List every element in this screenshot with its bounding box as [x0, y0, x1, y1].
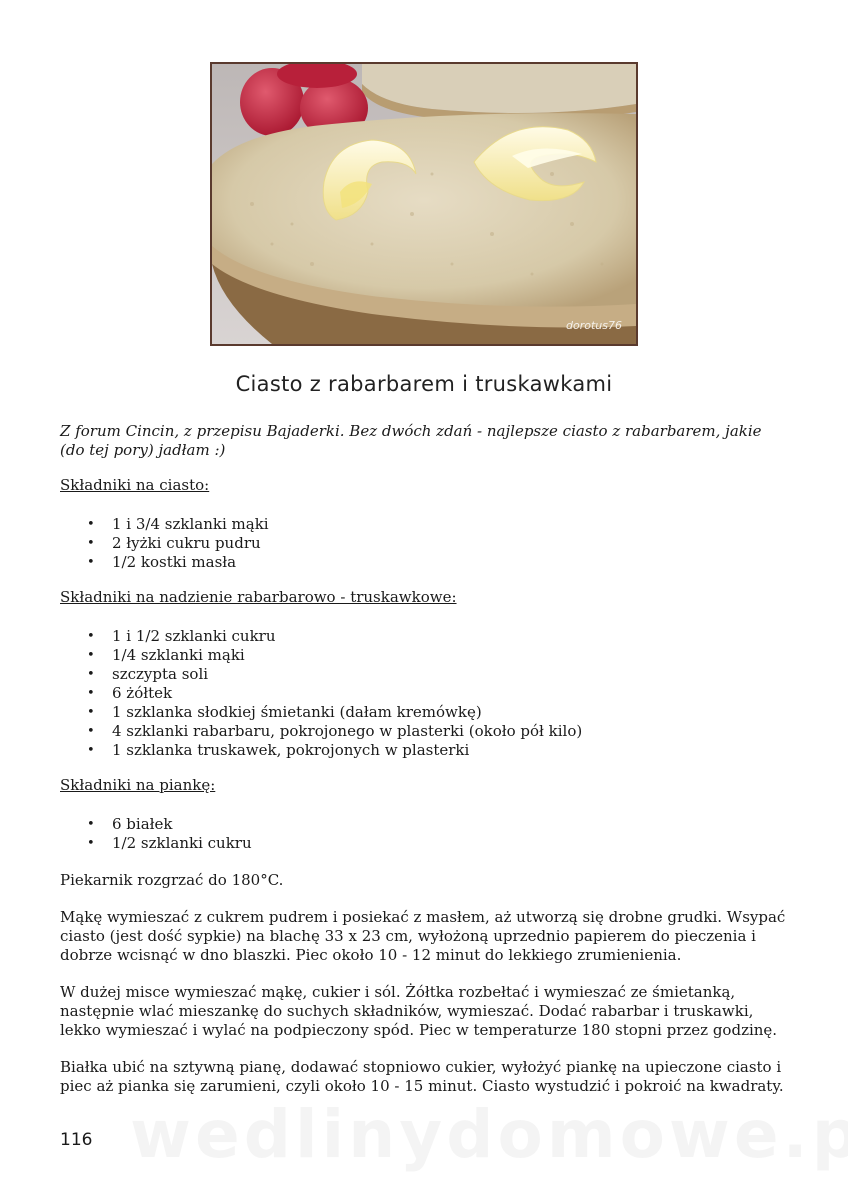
list-item: • 1 i 3/4 szklanki mąki	[112, 515, 790, 534]
list-item: • 1/4 szklanki mąki	[112, 646, 790, 665]
recipe-body	[60, 422, 790, 1096]
list-item: • 1 szklanka słodkiej śmietanki (dałam kremówkę)	[112, 703, 790, 722]
section-heading-dough: Składniki na ciasto:	[60, 476, 210, 494]
recipe-photo	[210, 62, 638, 346]
list-item: • 1/2 szklanki cukru	[112, 834, 790, 853]
list-item: • 6 żółtek	[112, 684, 790, 703]
step-meringue: Białka ubić na sztywną pianę, dodawać stopniowo cukier, wyłożyć piankę na upieczone ciasto i piec aż pianka się zarumieni, czyli około 10 - 15 minut. Ciasto wystudzić i pokroić na kwadraty.	[60, 1058, 784, 1095]
list-item: • 6 białek	[112, 815, 790, 834]
list-item: • 1/2 kostki masła	[112, 553, 790, 572]
recipe-intro: Z forum Cincin, z przepisu Bajaderki. Bez dwóch zdań - najlepsze ciasto z rabarbarem, jakie (do tej pory) jadłam :)	[60, 422, 762, 459]
page-watermark	[130, 1096, 848, 1173]
recipe-title: Ciasto z rabarbarem i truskawkami	[235, 372, 613, 396]
list-item: • szczypta soli	[112, 665, 790, 684]
step-preheat: Piekarnik rozgrzać do 180°C.	[60, 871, 284, 889]
page-number: 116	[60, 1130, 93, 1150]
bread-with-butter-photo-icon	[212, 64, 636, 344]
list-item: • 1 szklanka truskawek, pokrojonych w plasterki	[112, 741, 790, 760]
ingredient-list-dough	[60, 515, 790, 572]
step-filling: W dużej misce wymieszać mąkę, cukier i sól. Żółtka rozbełtać i wymieszać ze śmietanką, następnie wlać mieszankę do suchych składników, wymieszać. Dodać rabarbar i truskawki, lekko wymieszać i wylać na podpieczony spód. Piec w temperaturze 180 stopni przez godzinę.	[60, 983, 778, 1039]
ingredient-list-filling	[60, 627, 790, 760]
section-heading-filling: Składniki na nadzienie rabarbarowo - truskawkowe:	[60, 588, 457, 606]
section-heading-meringue: Składniki na piankę:	[60, 776, 216, 794]
step-dough: Mąkę wymieszać z cukrem pudrem i posiekać z masłem, aż utworzą się drobne grudki. Wsypać ciasto (jest dość sypkie) na blachę 33 x 23 cm, wyłożoną uprzednio papierem do pieczenia i dobrze wcisnąć w dno blaszki. Piec około 10 - 12 minut do lekkiego zrumienienia.	[60, 908, 786, 964]
ingredient-list-meringue	[60, 815, 790, 853]
list-item: • 4 szklanki rabarbaru, pokrojonego w plasterki (około pół kilo)	[112, 722, 790, 741]
list-item: • 2 łyżki cukru pudru	[112, 534, 790, 553]
list-item: • 1 i 1/2 szklanki cukru	[112, 627, 790, 646]
photo-watermark: dorotus76	[566, 319, 622, 332]
